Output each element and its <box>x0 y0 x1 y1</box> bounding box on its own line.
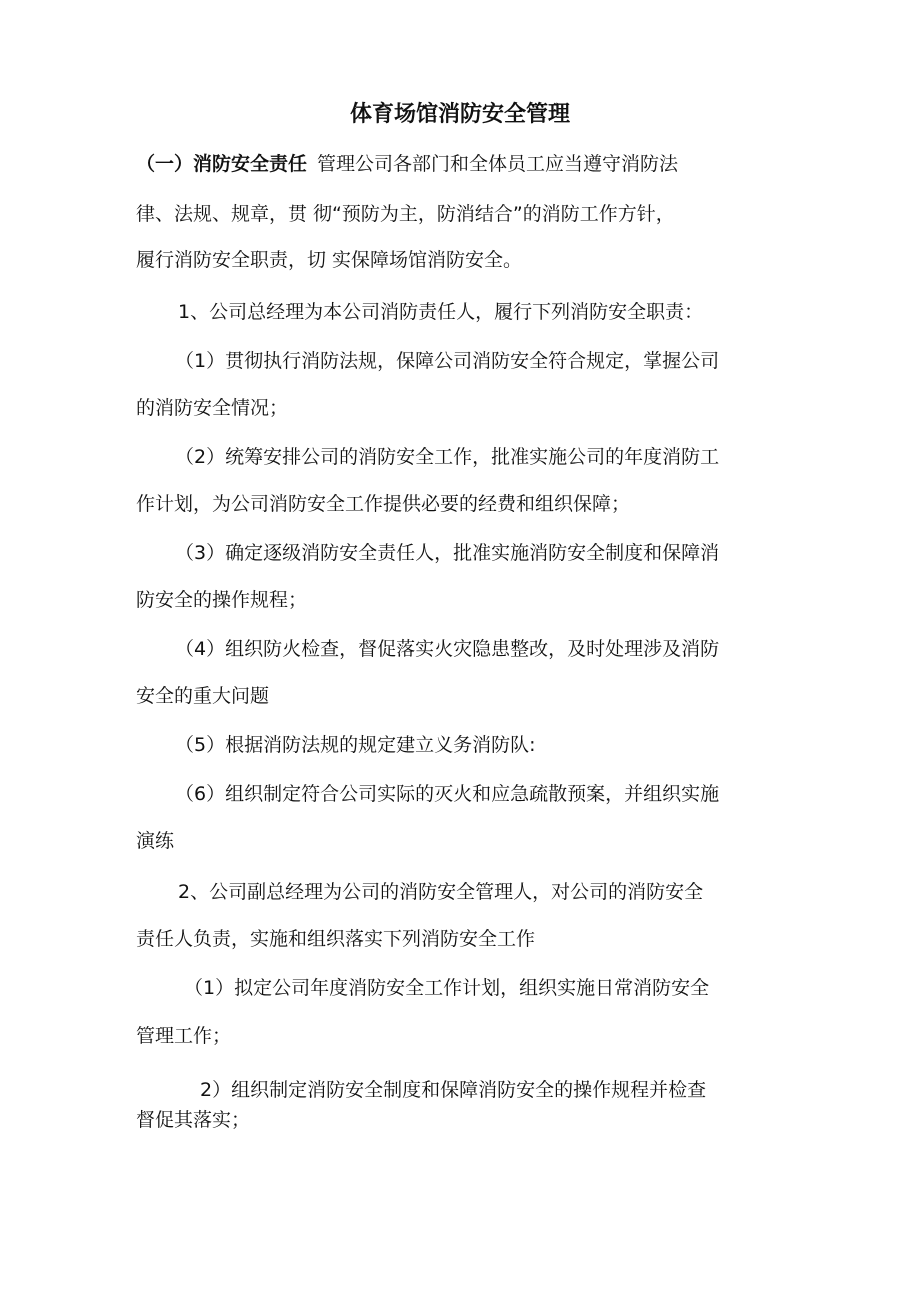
item-1-subitem-line: 演练 <box>136 830 175 852</box>
item-2-line: 责任人负责，实施和组织落实下列消防安全工作 <box>136 928 536 950</box>
section-1-intro-line: 履行消防安全职责，切 实保障场馆消防安全。 <box>136 249 523 271</box>
item-1-subitem-line: （1）贯彻执行消防法规，保障公司消防安全符合规定，掌握公司 <box>175 350 720 372</box>
section-1-intro-line: 律、法规、规章，贯 彻“预防为主，防消结合”的消防工作方针， <box>136 203 675 225</box>
section-1-heading: （一）消防安全责任 <box>136 153 308 175</box>
item-2-subitem-line: 管理工作； <box>136 1025 232 1047</box>
item-2-line: 2、公司副总经理为公司的消防安全管理人，对公司的消防安全 <box>178 881 704 903</box>
item-1-subitem-line: （4）组织防火检查，督促落实火灾隐患整改，及时处理涉及消防 <box>175 638 720 660</box>
item-1-subitem-line: （2）统筹安排公司的消防安全工作，批准实施公司的年度消防工 <box>175 446 720 468</box>
item-1-subitem-line: （3）确定逐级消防安全责任人，批准实施消防安全制度和保障消 <box>175 542 720 564</box>
item-1-subitem-line: （6）组织制定符合公司实际的灭火和应急疏散预案，并组织实施 <box>175 783 720 805</box>
item-2-subitem-line: 督促其落实； <box>136 1109 251 1131</box>
item-2-subitem-line: 2）组织制定消防安全制度和保障消防安全的操作规程并检查 <box>200 1079 707 1101</box>
item-1-subitem-line: 作计划，为公司消防安全工作提供必要的经费和组织保障； <box>136 493 631 515</box>
item-1-text: 1、公司总经理为本公司消防责任人，履行下列消防安全职责： <box>178 301 704 323</box>
item-1-subitem-line: （5）根据消防法规的规定建立义务消防队: <box>175 734 536 756</box>
section-1-first-line <box>136 150 678 178</box>
item-1-subitem-line: 安全的重大问题 <box>136 685 270 707</box>
item-1-subitem-line: 防安全的操作规程； <box>136 589 308 611</box>
document-title: 体育场馆消防安全管理 <box>349 102 570 127</box>
item-2-subitem-line: （1）拟定公司年度消防安全工作计划，组织实施日常消防安全 <box>184 977 710 999</box>
section-1-intro-line: 管理公司各部门和全体员工应当遵守消防法 <box>317 153 679 175</box>
item-1-subitem-line: 的消防安全情况； <box>136 397 289 419</box>
